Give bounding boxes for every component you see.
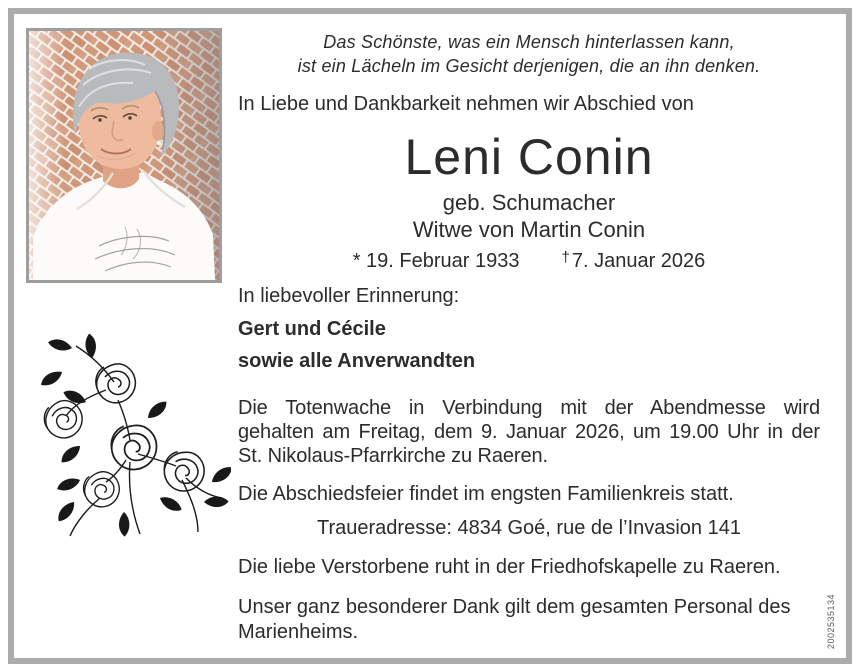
verse-line-1: Das Schönste, was ein Mensch hinterlassen kann, — [323, 32, 735, 52]
wake-paragraph — [238, 396, 820, 468]
thanks-line-2: Marienheims. — [238, 621, 359, 643]
death-date: 7. Januar 2026 — [571, 250, 706, 272]
life-dates — [238, 249, 820, 273]
wake-line-3: St. Nikolaus-Pfarrkirche zu Raeren. — [238, 445, 548, 467]
mourners-line-2: sowie alle Anverwandten — [238, 350, 476, 372]
portrait-illustration — [29, 31, 219, 280]
relation-line: Witwe von Martin Conin — [412, 217, 646, 242]
portrait-photo — [26, 28, 222, 283]
mourners-line-1: Gert und Cécile — [238, 318, 386, 340]
wake-line-1: Die Totenwache in Verbindung mit der Abendmesse wird — [238, 397, 820, 419]
verse-line-2: ist ein Lächeln im Gesicht derjenigen, die an ihn denken. — [297, 56, 761, 76]
verse — [238, 30, 820, 78]
memorial-heading: In liebevoller Erinnerung: — [238, 285, 460, 307]
wake-line-2: gehalten am Freitag, dem 9. Januar 2026, um 19.00 Uhr in der — [238, 421, 820, 443]
thanks-line-1: Unser ganz besonderer Dank gilt dem gesamten Personal des — [238, 596, 791, 618]
dagger-icon: † — [561, 249, 570, 266]
mourning-address: Traueradresse: 4834 Goé, rue de l’Invasion 141 — [317, 517, 741, 539]
thanks-paragraph — [238, 595, 820, 645]
birth-date: * 19. Februar 1933 — [352, 250, 520, 272]
maiden-name: geb. Schumacher — [442, 190, 616, 215]
farewell-line: Die Abschiedsfeier findet im engsten Familienkreis statt. — [238, 483, 734, 505]
intro-line: In Liebe und Dankbarkeit nehmen wir Abschied von — [238, 93, 694, 115]
roses-illustration — [26, 330, 231, 542]
resting-line: Die liebe Verstorbene ruht in der Friedhofskapelle zu Raeren. — [238, 556, 781, 578]
notice-id-number: 2002535134 — [826, 594, 836, 650]
deceased-name: Leni Conin — [404, 129, 654, 185]
